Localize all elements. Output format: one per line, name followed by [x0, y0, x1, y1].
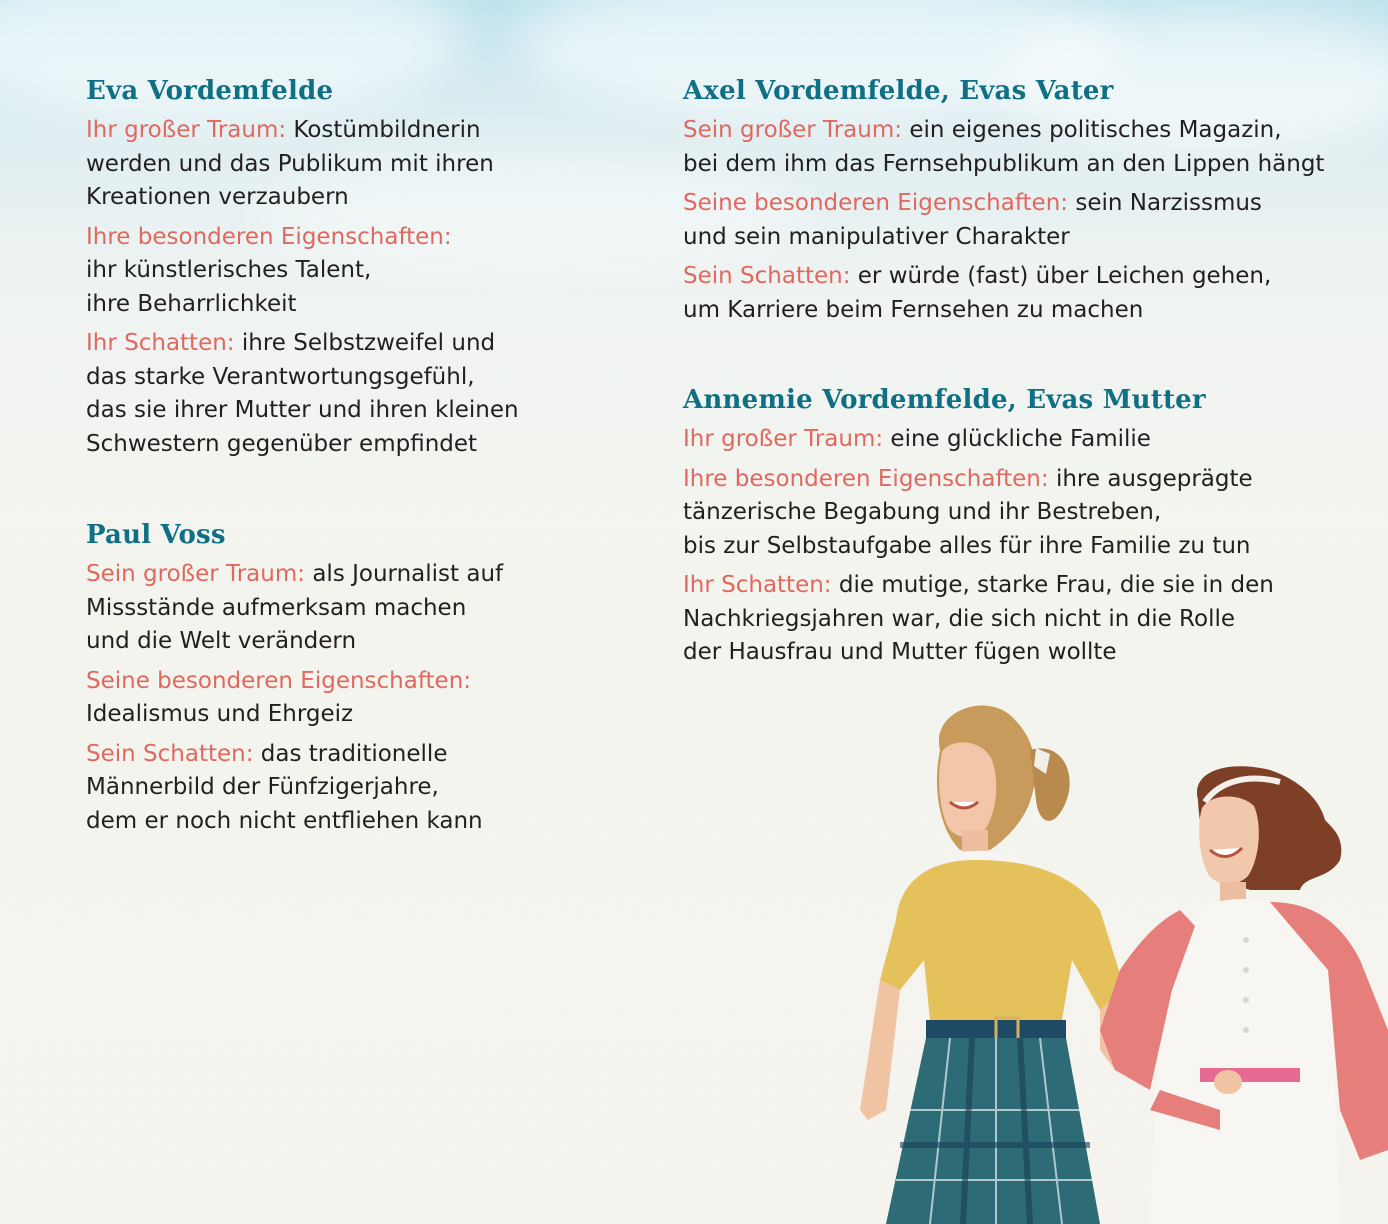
trait-dream	[86, 558, 726, 659]
trait-qualities	[86, 221, 726, 322]
trait-label: Ihr großer Traum:	[86, 117, 287, 143]
trait-shadow	[683, 260, 1373, 327]
trait-shadow	[86, 738, 726, 839]
woman-pink-cardigan	[1100, 766, 1388, 1224]
trait-text: ihre ausgeprägte tänzerische Begabung und ihr Bestreben, bis zur Selbstaufgabe alles für ihre Familie zu tun	[683, 465, 1253, 559]
trait-label: Seine besonderen Eigenschaften:	[86, 667, 472, 694]
trait-text: ihr künstlerisches Talent, ihre Beharrlichkeit	[86, 257, 372, 317]
woman-yellow-sweater	[860, 706, 1135, 1224]
trait-text: Idealismus und Ehrgeiz	[86, 701, 354, 727]
trait-text: die mutige, starke Frau, die sie in den Nachkriegsjahren war, die sich nicht in die Rolle der Hausfrau und Mutter fügen wollte	[683, 572, 1274, 665]
trait-text: sein Narzissmus und sein manipulativer Charakter	[683, 190, 1262, 250]
character-name: Axel Vordemfelde, Evas Vater	[683, 76, 1114, 106]
trait-text: eine glückliche Familie	[890, 426, 1151, 452]
character-entry-eva	[86, 72, 726, 467]
trait-label: Ihr großer Traum:	[683, 426, 884, 452]
character-entry-annemie	[683, 381, 1373, 676]
trait-text: das traditionelle Männerbild der Fünfzigerjahre, dem er noch nicht entfliehen kann	[86, 740, 483, 834]
trait-label: Ihre besonderen Eigenschaften:	[683, 465, 1049, 492]
trait-qualities	[683, 463, 1373, 564]
trait-label: Ihre besonderen Eigenschaften:	[86, 223, 452, 250]
trait-dream	[683, 423, 1373, 457]
trait-text: Kostümbildnerin werden und das Publikum mit ihren Kreationen verzaubern	[86, 117, 494, 210]
trait-label: Sein großer Traum:	[683, 117, 903, 143]
trait-shadow	[683, 569, 1373, 670]
photo-two-women	[800, 690, 1388, 1224]
trait-label: Sein großer Traum:	[86, 561, 306, 587]
character-entry-paul	[86, 516, 726, 844]
trait-label: Ihr Schatten:	[86, 330, 235, 356]
character-entry-axel	[683, 72, 1373, 333]
trait-qualities	[683, 187, 1373, 254]
trait-label: Sein Schatten:	[86, 740, 254, 767]
trait-dream	[86, 114, 726, 215]
trait-label: Sein Schatten:	[683, 263, 851, 289]
character-name: Annemie Vordemfelde, Evas Mutter	[683, 385, 1206, 415]
trait-dream	[683, 114, 1373, 181]
trait-text: ihre Selbstzweifel und das starke Verantwortungsgefühl, das sie ihrer Mutter und ihren kleinen Schwestern gegenüber empfindet	[86, 330, 519, 457]
trait-label: Ihr Schatten:	[683, 572, 832, 598]
trait-text: er würde (fast) über Leichen gehen, um Karriere beim Fernsehen zu machen	[683, 263, 1272, 323]
trait-qualities	[86, 665, 726, 732]
character-name: Eva Vordemfelde	[86, 76, 334, 106]
trait-text: ein eigenes politisches Magazin, bei dem ihm das Fernsehpublikum an den Lippen hängt	[683, 117, 1325, 177]
trait-shadow	[86, 327, 726, 461]
character-name: Paul Voss	[86, 520, 226, 550]
trait-text: als Journalist auf Missstände aufmerksam machen und die Welt verändern	[86, 561, 504, 654]
trait-label: Seine besonderen Eigenschaften:	[683, 190, 1069, 216]
